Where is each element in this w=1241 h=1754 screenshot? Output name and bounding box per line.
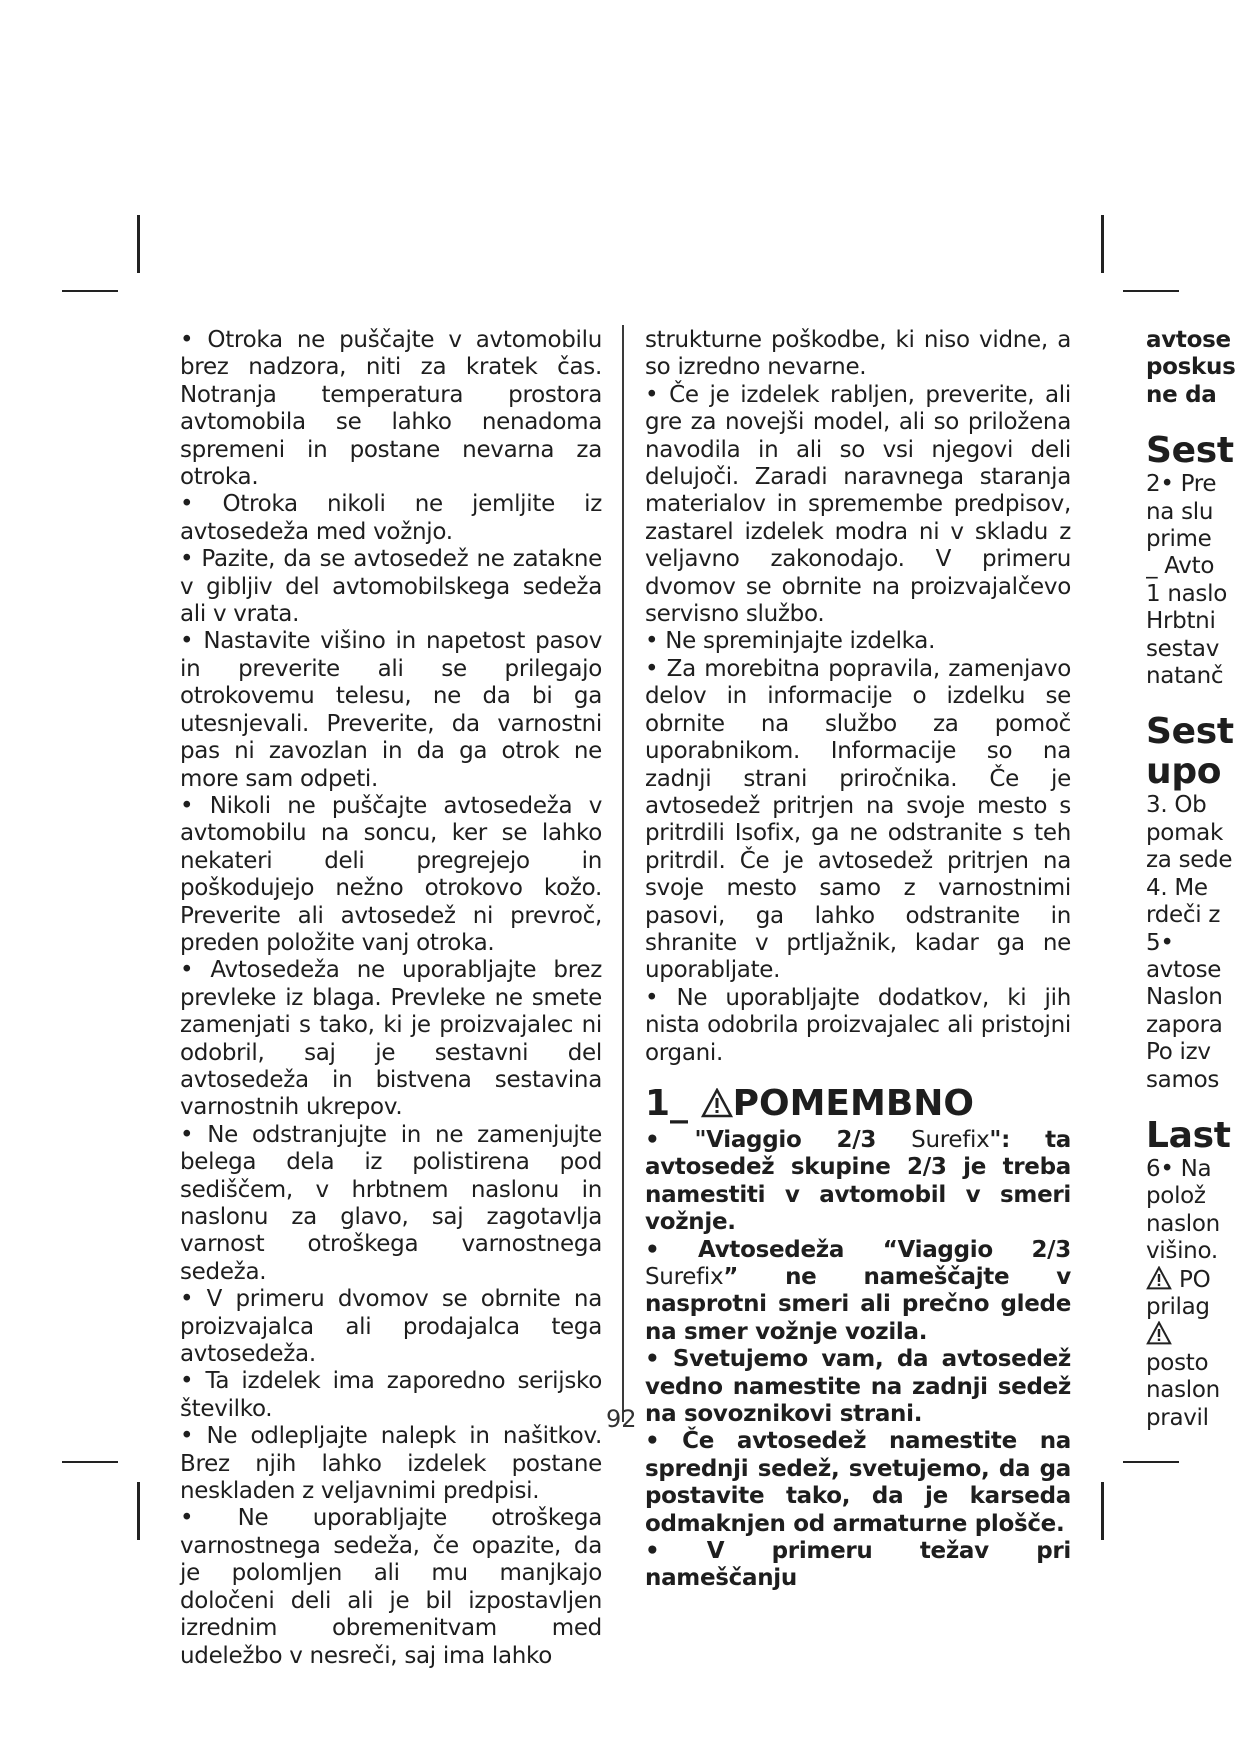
important-paragraph: • V primeru težav pri nameščanju — [645, 1538, 1071, 1592]
paragraph: • Pazite, da se avtosedež ne zatakne v gibljiv del avtomobilskega sedeža ali v vrata. — [180, 546, 602, 628]
text: PO — [1179, 1266, 1211, 1293]
paragraph: • Otroka nikoli ne jemljite iz avtosedeža med vožnjo. — [180, 491, 602, 545]
paragraph: • Ne odstranjujte in ne zamenjujte belega dela iz polistirena pod sediščem, v hrbtnem naslonu in naslonu za glavo, saj zagotavlja varnost otroškega varnostnega sedeža. — [180, 1121, 602, 1285]
text-column-right-cropped — [1146, 327, 1241, 1432]
paragraph: • Ne uporabljajte dodatkov, ki jih nista odobrila proizvajalec ali pristojni organi. — [645, 984, 1071, 1066]
important-paragraph: • Svetujemo vam, da avtosedež vedno namestite na zadnji sedež na sovoznikovi strani. — [645, 1346, 1071, 1428]
crop-mark-bottom-left-horizontal — [62, 1461, 118, 1463]
paragraph: • Ne uporabljajte otroškega varnostnega sedeža, če opazite, da je polomljen ali mu manjkajo določeni deli ali je bil izpostavljen izrednim obremenitvam med udeležbo v nesreči, saj ima lahko — [180, 1505, 602, 1669]
line: polož — [1146, 1183, 1206, 1210]
line: 5• — [1146, 929, 1174, 956]
text: Surefix — [645, 1264, 724, 1290]
crop-mark-top-right-horizontal — [1123, 290, 1179, 292]
line: Po izv — [1146, 1039, 1211, 1066]
line: 6• Na — [1146, 1155, 1212, 1182]
text: ": ta avtosedež skupine 2/3 je treba namestiti v avtomobil v smeri vožnje. — [645, 1126, 1071, 1236]
line: _ Avto — [1146, 553, 1215, 580]
crop-mark-top-left-horizontal — [62, 290, 118, 292]
line: ne da — [1146, 381, 1217, 408]
line: naslon — [1146, 1377, 1220, 1404]
crop-mark-top-right-vertical — [1101, 215, 1104, 273]
text: Surefix — [911, 1126, 990, 1153]
text: • Avtosedeža “Viaggio 2/3 — [645, 1236, 1071, 1263]
text: ” ne nameščajte v nasprotni smeri ali prečno glede na smer vožnje vozila. — [645, 1264, 1071, 1345]
paragraph: • Otroka ne puščajte v avtomobilu brez nadzora, niti za kratek čas. Notranja temperatura prostora avtomobila se lahko nenadoma spremeni in postane nevarna za otroka. — [180, 327, 602, 491]
section-heading: upo — [1146, 751, 1222, 793]
paragraph: strukturne poškodbe, ki niso vidne, a so izredno nevarne. — [645, 327, 1071, 381]
line: posto — [1146, 1349, 1209, 1376]
line: prilag — [1146, 1293, 1210, 1320]
line: 1 naslo — [1146, 580, 1227, 607]
crop-mark-bottom-right-vertical — [1101, 1482, 1104, 1540]
line: naslon — [1146, 1210, 1220, 1237]
crop-mark-bottom-right-horizontal — [1123, 1461, 1179, 1463]
line: pravil — [1146, 1404, 1209, 1431]
important-paragraph — [645, 1237, 1071, 1347]
paragraph: • Ne spreminjajte izdelka. — [645, 628, 936, 655]
section-heading-important — [645, 1083, 1071, 1125]
line: poskus — [1146, 354, 1236, 381]
line — [1146, 1321, 1241, 1349]
line: natanč — [1146, 663, 1224, 690]
section-heading: Last — [1146, 1114, 1231, 1156]
crop-mark-top-left-vertical — [137, 215, 140, 273]
paragraph: • Nikoli ne puščajte avtosedeža v avtomobilu na soncu, ker se lahko nekateri deli pregrejejo in poškodujejo nežno otrokovo kožo. Preverite ali avtosedež ni prevroč, preden položite vanj otroka. — [180, 792, 602, 956]
text-column-middle — [645, 327, 1071, 1593]
warning-triangle-icon — [1146, 1321, 1172, 1345]
warning-triangle-icon — [1146, 1266, 1172, 1290]
line: za sede — [1146, 847, 1233, 874]
warning-triangle-icon — [701, 1088, 733, 1118]
crop-mark-bottom-left-vertical — [137, 1482, 140, 1540]
paragraph: • Nastavite višino in napetost pasov in preverite ali se prilegajo otrokovemu telesu, ne da bi ga utesnjevali. Preverite, da varnostni pas ni zavozlan in da ga otrok ne more sam odpeti. — [180, 628, 602, 792]
line: avtose — [1146, 956, 1222, 983]
important-paragraph: • Če avtosedež namestite na sprednji sedež, svetujemo, da ga postavite tako, da je karseda odmaknjen od armaturne plošče. — [645, 1428, 1071, 1537]
line: rdeči z — [1146, 902, 1221, 929]
paragraph: • Ta izdelek ima zaporedno serijsko številko. — [180, 1368, 602, 1422]
line: prime — [1146, 526, 1212, 553]
section-heading: Sest — [1146, 430, 1234, 472]
line: 2• Pre — [1146, 471, 1217, 498]
paragraph: • Za morebitna popravila, zamenjavo delov in informacije o izdelku se obrnite na službo za pomoč uporabnikom. Informacije so na zadnji strani priročnika. Če je avtosedež pritrjen na svoje mesto s pritrdili Isofix, ga ne odstranite s teh pritrdil. Če je avtosedež pritrjen na svoje mesto samo z varnostnimi pasovi, ga lahko odstranite in shranite v prtljažnik, kadar ga ne uporabljate. — [645, 655, 1071, 984]
paragraph: • V primeru dvomov se obrnite na proizvajalca ali prodajalca tega avtosedeža. — [180, 1286, 602, 1368]
page-number: 92 — [606, 1405, 637, 1433]
line — [1146, 1266, 1241, 1294]
line: samos — [1146, 1066, 1220, 1093]
column-divider — [622, 325, 624, 1422]
line: sestav — [1146, 635, 1220, 662]
line: pomak — [1146, 819, 1223, 846]
line: zapora — [1146, 1011, 1223, 1038]
line: na slu — [1146, 498, 1214, 525]
paragraph: • Avtosedeža ne uporabljajte brez prevleke iz blaga. Prevleke ne smete zamenjati s tako, ki je proizvajalec ni odobril, saj je sestavni del avtosedeža in bistvena sestavina varnostnih ukrepov. — [180, 957, 602, 1121]
line: 3. Ob — [1146, 792, 1207, 819]
line: Hrbtni — [1146, 608, 1216, 635]
paragraph: • Če je izdelek rabljen, preverite, ali gre za novejši model, ali so priložena navodila in ali so vsi njegovi deli delujoči. Zaradi naravnega staranja materialov in spremembe predpisov, zastarel izdelek modra ni v skladu z veljavno zakonodajo. V primeru dvomov se obrnite na proizvajalčevo servisno službo. — [645, 381, 1071, 628]
text-column-left — [180, 327, 602, 1670]
line: avtose — [1146, 327, 1231, 353]
heading-number: 1_ — [645, 1082, 689, 1124]
text: • "Viaggio 2/3 — [645, 1126, 912, 1153]
line: 4. Me — [1146, 874, 1208, 901]
line: višino. — [1146, 1238, 1218, 1265]
line: Naslon — [1146, 984, 1223, 1011]
important-paragraph — [645, 1127, 1071, 1237]
section-heading: Sest — [1146, 711, 1234, 753]
heading-title: POMEMBNO — [732, 1082, 975, 1124]
paragraph: • Ne odlepljajte nalepk in našitkov. Brez njih lahko izdelek postane neskladen z veljavnimi predpisi. — [180, 1423, 602, 1505]
